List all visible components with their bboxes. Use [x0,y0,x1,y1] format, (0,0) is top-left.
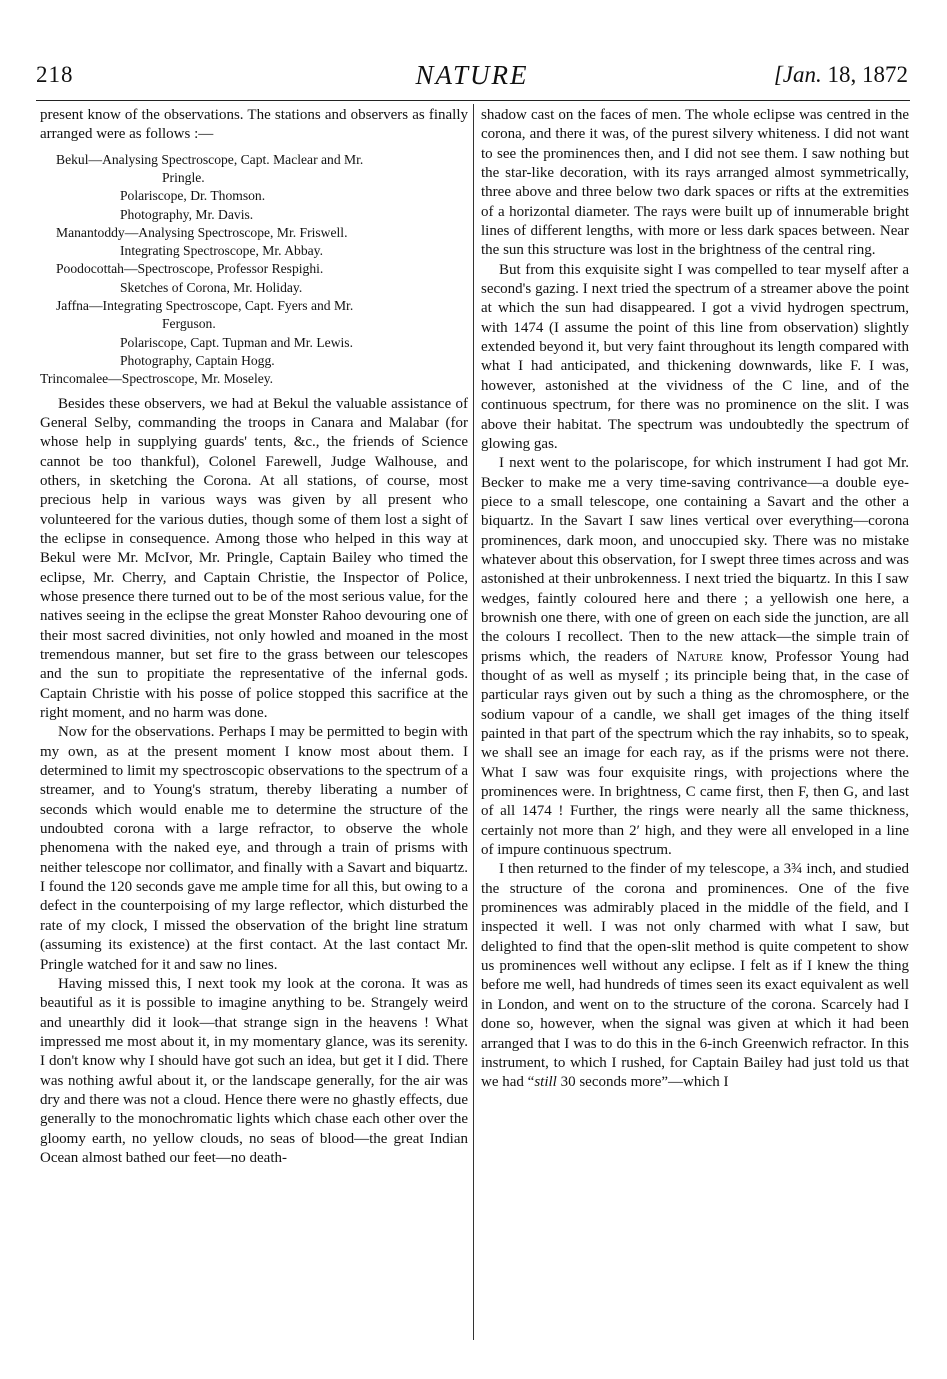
journal-reference: Nature [676,648,723,665]
station-line: Photography, Mr. Davis. [120,206,254,222]
station-jaffna [40,297,468,334]
station-line: Polariscope, Dr. Thomson. [120,188,266,204]
station-manantoddy: Manantoddy—Analysing Spectroscope, Mr. Friswell. [56,224,348,240]
paragraph-corona: Having missed this, I next took my look at the corona. It was as beautiful as it is possible to imagine anything to be. Strangely weird and unearthly did it look—that strange sign in the heavens ! What impressed me most about it, in my momentary glance, was its serenity. I don't know why I should have got such an idea, but get it I did. There was nothing awful about it, or the landscape generally, for the air was dry and there was not a cloud. Hence there were no ghastly effects, due generally to the monochromatic lights which chase each other over the gloomy earth, no yellow clouds, no seas of blood—the great Indian Ocean almost bathed our feet—no death- [40,975,468,1166]
station-line: Jaffna—Integrating Spectroscope, Capt. Fyers and Mr. [56,298,354,314]
station-line: Ferguson. [162,316,216,332]
page-header [36,60,908,94]
station-line: Polariscope, Capt. Tupman and Mr. Lewis. [120,334,353,350]
station-line: Bekul—Analysing Spectroscope, Capt. Maclear and Mr. [56,151,364,167]
station-line: Pringle. [162,169,205,185]
station-list [40,151,468,389]
paragraph-spectrum: But from this exquisite sight I was compelled to tear myself after a second's gazing. I next tried the spectrum of a streamer above the point at which the sun had disappeared. I got a vivid hydrogen spectrum, with 1474 (I assume the point of this line from observation) slightly extended beyond it, but very faint throughout its length compared with what I had anticipated, and thickening downwards, like F. I was, however, astonished at the vividness of the C line, and of the continuous spectrum, for there was no prominence on the slit. I was above their habitat. The spectrum was undoubtedly the spectrum of glowing gas. [481,261,909,452]
paragraph-finder [481,860,909,1092]
column-divider [473,104,474,1340]
page-number: 218 [36,62,74,87]
station-line: Sketches of Corona, Mr. Holiday. [120,279,303,295]
issue-date [774,62,908,88]
paragraph-observations: Now for the observations. Perhaps I may be permitted to begin with my own, as at the present moment I know most about them. I determined to limit my spectroscopic observations to the spectrum of a streamer, and to Young's stratum, thereby liberating a number of seconds which would enable me to determine the structure of the undoubted corona with a large refractor, to observe the whole phenomena with the naked eye, and through a train of prisms with neither telescope nor collimator, and finally with a Savart and biquartz. I found the 120 seconds gave me ample time for all this, but owing to a defect in the counterpoising of my large reflector, which disturbed the rate of my clock, I missed the observation of the bright line stratum (assuming its existence) at the first contact. At the last contact Mr. Pringle watched for it and saw no lines. [40,724,468,973]
station-poodocottah: Poodocottah—Spectroscope, Professor Respighi. [56,261,324,277]
paragraph-polariscope [481,454,909,860]
right-column [481,106,909,1093]
paragraph-shadow: shadow cast on the faces of men. The whole eclipse was centred in the corona, and there it was, of the purest silvery whiteness. I did not want to see the prominences then, and I did not see them. I saw nothing but the star-like decoration, with its rays arranged almost symmetrically, three above and three below two dark spaces or rifts at the extremities of a horizontal diameter. The rays were built up of innumerable bright lines of different lengths, with more or less dark spaces between. Near the sun this structure was lost in the brightness of the central ring. [481,107,909,259]
paragraph-text: I then returned to the finder of my telescope, a 3¾ inch, and studied the structure of the corona and prominences. One of the five prominences was admirably placed in the middle of the field, and I inspected it well. I was not only charmed with what I saw, but delighted to find that the open-slit method is quite competent to show us prominences well without any eclipse. I felt as if I knew the thing before me well, had hundreds of times seen its exact equivalent as well in London, and went on to the structure of the corona. Scarcely had I done so, however, when the signal was given at which it had been arranged that I was to do this in the 6-inch Greenwich refractor. In this instrument, to which I rushed, for Captain Bailey had just told us that we had “ [481,861,909,1091]
paragraph-besides: Besides these observers, we had at Bekul the valuable assistance of General Selby, commanding the troops in Canara and Malabar (for whose help in supplying guards' tents, &c., the friends of Science cannot be too thankful), Colonel Farewell, Judge Walhouse, and others, in sketching the Corona. At all stations, of course, most precious help in various ways was given by all present who volunteered for the various duties, though some of them lost a sight of the eclipse in consequence. Among those who helped in this way at Bekul were Mr. McIvor, Mr. Pringle, Captain Bailey who timed the eclipse, Mr. Cherry, and Captain Christie, the Inspector of Police, whose presence there turned out to be of the most serious value, for the natives seeing in the eclipse the great Monster Rahoo devouring one of their most sacred divinities, not only howled and moaned in the most tremendous manner, but set fire to the grass between our telescopes and the sun to propitiate the representative of the infernal gods. Captain Christie with his posse of police stopped this sacrifice at the right moment, and no harm was done. [40,395,468,722]
station-line: Integrating Spectroscope, Mr. Abbay. [120,243,323,259]
station-line: Photography, Captain Hogg. [120,352,275,368]
intro-paragraph: present know of the observations. The stations and observers as finally arranged were as follows :— [40,107,468,143]
station-bekul [40,151,468,188]
left-column [40,106,468,1168]
issue-date-month: [Jan. [773,62,822,87]
header-rule [36,100,910,101]
paragraph-text: know, Professor Young had thought of as well as myself ; its principle being that, in the case of particular rays given out by such a thing as the chromosphere, or the sodium vapour of a candle, we shall get images of the thing itself painted in that part of the spectrum which the ray inhabits, so to speak, we shall see an image for each ray, as if the prisms were not there. What I saw was four exquisite rings, with projections where the prominences were. In brightness, C came first, then F, then G, and last of all 1474 ! Further, the rings were nearly all the same thickness, certainly not more than 2′ high, and they were all enveloped in a line of impure continuous spectrum. [481,648,909,859]
emphasis-text: still [534,1074,557,1091]
issue-date-day-year: 18, 1872 [821,62,908,87]
station-trincomalee: Trincomalee—Spectroscope, Mr. Moseley. [40,371,274,387]
journal-title: NATURE [415,60,529,90]
paragraph-text: 30 seconds more”—which I [556,1074,729,1091]
paragraph-text: I next went to the polariscope, for which instrument I had got Mr. Becker to make me a very time-saving contrivance—a double eye-piece to a small telescope, one containing a Savart and the other a biquartz. In the Savart I saw lines vertical over everything—corona prominences, dark moon, and unoccupied sky. There was no mistake whatever about this observation, for I swept three times across and was astonished at their unbrokenness. I next tried the biquartz. In this I saw wedges, faintly coloured here and there ; a yellowish one here, a brownish one there, with one of green on each side the junction, are all the colours I recollect. Then to the new attack—the simple train of prisms which, the readers of [481,455,909,665]
